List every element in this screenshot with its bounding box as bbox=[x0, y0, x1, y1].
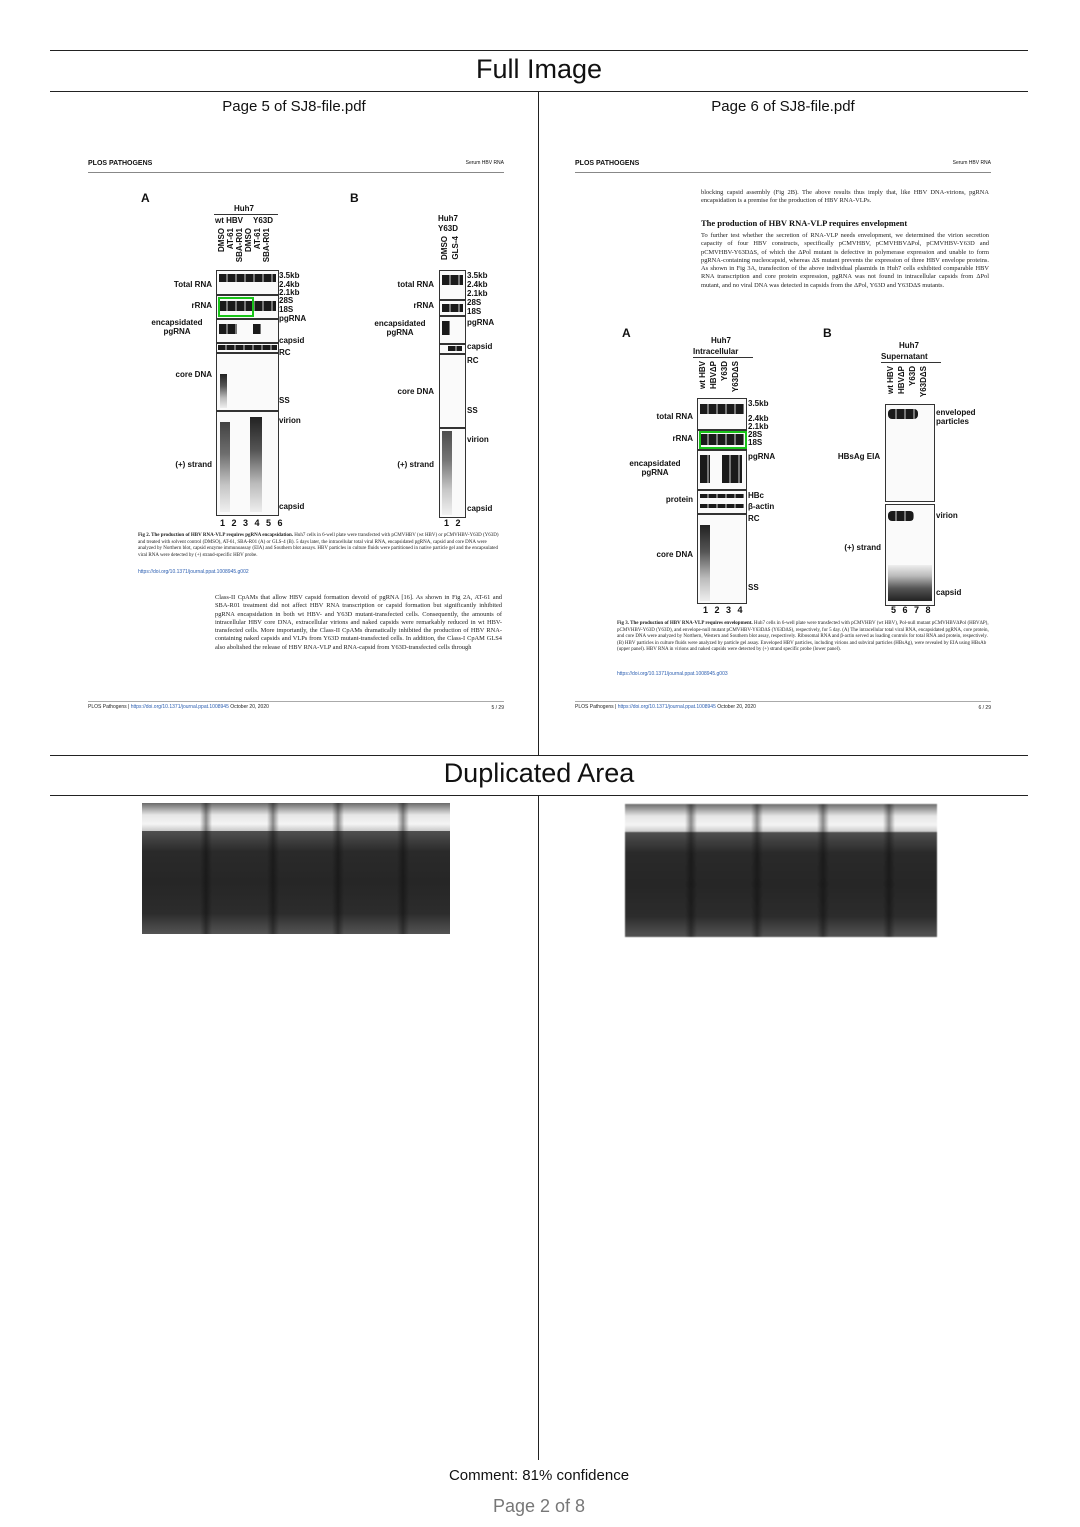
right-a-row-total-rna: total RNA bbox=[656, 412, 693, 421]
left-footer-page: 5 / 29 bbox=[491, 705, 504, 711]
left-a-lane-4: DMSO bbox=[244, 228, 253, 252]
left-caption-body: Huh7 cells in 6-well plate were transfected with pCMVHBV (wt HBV) or pCMVHBV-Y63D (Y63D) and treated with solvent control (DMSO), AT-61, SBA-R01 (A) or GLS-4 (B). 5 days later, the intracellular total viral RNA, encapsidated pgRNA, capsid and core DNA were analyzed by Northern blot, capsid enzyme immunoassay (EIA) and Southern blot assays. HBV particles in culture fluids were partitioned in native particle gel and the encapsulated viral RNA were detected by (+) strand-specific HBV probe. bbox=[138, 533, 499, 558]
left-a-lane-6: SBA-R01 bbox=[262, 228, 271, 263]
right-a-protein-blot bbox=[697, 490, 747, 514]
right-green-highlight bbox=[699, 431, 747, 449]
left-b-capsid-blot bbox=[439, 344, 466, 354]
right-a-row-pgrna: encapsidated pgRNA bbox=[629, 459, 681, 477]
page-indicator: Page 2 of 8 bbox=[492, 1496, 586, 1516]
right-a-2-4kb: 2.4kb bbox=[748, 414, 769, 423]
right-a-pgrna-label: pgRNA bbox=[748, 452, 776, 461]
left-b-pgrna-blot bbox=[439, 316, 466, 344]
left-a-core-dna-blot bbox=[216, 353, 279, 411]
right-footer-link[interactable]: https://doi.org/10.1371/journal.ppat.1008945 bbox=[617, 704, 716, 710]
right-a-ss-label: SS bbox=[748, 583, 759, 592]
left-a-lane-2: AT-61 bbox=[226, 228, 235, 250]
left-a-lane-5: AT-61 bbox=[253, 228, 262, 250]
left-b-rrna-blot bbox=[439, 300, 466, 316]
right-caption-title: Fig 3. The production of HBV RNA-VLP requires envelopment. bbox=[617, 621, 753, 626]
left-b-group: Huh7 bbox=[438, 214, 458, 223]
right-subhead: The production of HBV RNA-VLP requires envelopment bbox=[701, 218, 908, 228]
right-page-footer bbox=[575, 701, 991, 714]
right-figure-doi[interactable]: https://doi.org/10.1371/journal.ppat.1008945.g003 bbox=[617, 671, 728, 677]
right-a-group: Huh7 bbox=[711, 336, 731, 345]
left-b-18s: 18S bbox=[467, 307, 482, 316]
right-running-title: Serum HBV RNA bbox=[952, 160, 991, 166]
right-b-lane-numbers: 5 6 7 8 bbox=[891, 605, 933, 615]
left-b-lane-1: DMSO bbox=[440, 236, 449, 260]
left-a-row-pgrna: encapsidated pgRNA bbox=[151, 318, 203, 336]
left-a-capsid2-label: capsid bbox=[279, 502, 305, 511]
left-fig-a-letter: A bbox=[141, 191, 150, 205]
right-a-row-protein: protein bbox=[665, 495, 693, 504]
duplicated-area-title: Duplicated Area bbox=[443, 758, 635, 788]
right-a-total-rna-blot bbox=[697, 398, 747, 430]
left-b-ss-label: SS bbox=[467, 406, 478, 415]
left-footer-journal: PLOS Pathogens | bbox=[88, 704, 130, 710]
left-a-capsid-blot bbox=[216, 343, 279, 353]
left-a-group: Huh7 bbox=[234, 204, 254, 213]
right-b-lane-3: Y63D bbox=[908, 366, 917, 387]
right-intro-text: blocking capsid assembly (Fig 2B). The above results thus imply that, like HBV DNA-virions, pgRNA encapsidation is a premise for the production of HBV RNA-VLPs. bbox=[701, 189, 989, 205]
right-caption-body: Huh7 cells in 6-well plate were transfected with pCMVHBV (wt HBV), Pol-null mutant pCMVHBVΔPol (HBVΔP), pCMVHBV-Y63D (Y63D), and envelope-null mutant pCMVHBV-Y63DΔS (Y63DΔS), respectively, for 5 day. (A) The intracellular total viral RNA, encapsidated pgRNA, core protein, and core DNA were analyzed by Northern, Western and Southern blot assay, respectively. Ribosomal RNA and β-actin served as loading controls for total RNA and protein, respectively. (B) HBV particles in culture fluids were analyzed by particle gel assay. Enveloped HBV particles, including virions and subviral particles (HBsAg), were revealed by EIA using HBsAb (upper panel). HBV RNA in virions and naked capsids were detected by (+) strand specific probe (lower panel). bbox=[617, 621, 989, 652]
left-b-row-total-rna: total RNA bbox=[397, 280, 434, 289]
left-duplicated-crop bbox=[142, 803, 450, 934]
top-rule bbox=[50, 50, 1028, 51]
left-b-lane-numbers: 1 2 bbox=[444, 518, 463, 528]
left-b-rc-label: RC bbox=[467, 356, 479, 365]
left-a-3-5kb: 3.5kb bbox=[279, 271, 300, 280]
left-a-pgrna-blot bbox=[216, 319, 279, 343]
mid-rule bbox=[50, 755, 1028, 756]
left-a-sub2: Y63D bbox=[253, 216, 274, 225]
left-a-capsid-label: capsid bbox=[279, 336, 305, 345]
right-body-text: To further test whether the secretion of RNA-VLP needs envelopment, we determined the virion secretion capacity of four HBV constructs, specifically pCMVHBV, pCMVHBVΔPol, pCMVHBV-Y63D and pCMVHBV-Y63DΔS, of which the ΔPol mutant is defective in polymerase expression and unable to form pgRNA-containing nucleocapsid, whereas ΔS mutant prevents the expression of three HBV envelope proteins. As shown in Fig 3A, transfection of the above individual plasmids in Huh7 cells exhibited comparable HBV RNA transcription and core protein expression, pgRNA was not found in intracellular capsids from ΔPol mutant, and no viral DNA was detected in capsids from the ΔPol, Y63D and Y63DΔS mutants. bbox=[701, 232, 989, 289]
right-a-actin-label: β-actin bbox=[748, 502, 775, 511]
right-a-row-rrna: rRNA bbox=[672, 434, 693, 443]
right-a-3-5kb: 3.5kb bbox=[748, 399, 769, 408]
right-figure-caption bbox=[617, 621, 989, 654]
left-b-2-1kb: 2.1kb bbox=[467, 289, 488, 298]
full-image-title: Full Image bbox=[475, 54, 603, 84]
left-a-28s: 28S bbox=[279, 296, 294, 305]
left-a-lane-numbers: 1 2 3 4 5 6 bbox=[220, 518, 285, 528]
left-b-core-dna-blot bbox=[439, 354, 466, 428]
right-b-plus-strand-blot bbox=[885, 504, 935, 606]
right-a-row-core-dna: core DNA bbox=[656, 550, 693, 559]
left-b-capsid2-label: capsid bbox=[467, 504, 493, 513]
right-a-lane-4: Y63DΔS bbox=[731, 361, 740, 393]
left-a-pgrna-label: pgRNA bbox=[279, 314, 307, 323]
left-b-row-plus-strand: (+) strand bbox=[397, 460, 434, 469]
left-b-capsid-label: capsid bbox=[467, 342, 493, 351]
left-a-lane-3: SBA-R01 bbox=[235, 228, 244, 263]
left-page-header bbox=[88, 158, 504, 173]
right-b-lane-1: wt HBV bbox=[886, 366, 895, 394]
left-figure-doi[interactable]: https://doi.org/10.1371/journal.ppat.1008945.g002 bbox=[138, 569, 249, 575]
left-b-lane-2: GLS-4 bbox=[451, 236, 460, 260]
right-a-rc-label: RC bbox=[748, 514, 760, 523]
right-b-lane-2: HBVΔP bbox=[897, 366, 906, 394]
left-a-lane-1: DMSO bbox=[217, 228, 226, 252]
left-b-sub: Y63D bbox=[438, 224, 459, 233]
right-fig-b-letter: B bbox=[823, 326, 832, 340]
right-a-core-dna-blot bbox=[697, 514, 747, 604]
left-footer-link[interactable]: https://doi.org/10.1371/journal.ppat.1008945 bbox=[130, 704, 229, 710]
right-a-18s: 18S bbox=[748, 438, 763, 447]
right-footer-journal: PLOS Pathogens | bbox=[575, 704, 617, 710]
dup-divider bbox=[538, 795, 539, 1460]
left-a-total-rna-blot bbox=[216, 270, 279, 295]
left-b-pgrna-label: pgRNA bbox=[467, 318, 495, 327]
left-pdf-page bbox=[88, 158, 504, 714]
left-green-highlight bbox=[218, 297, 254, 317]
right-b-row-hbsag: HBsAg EIA bbox=[837, 452, 881, 461]
left-b-plus-strand-blot bbox=[439, 428, 466, 518]
right-b-capsid-label: capsid bbox=[936, 588, 962, 597]
right-a-pgrna-blot bbox=[697, 450, 747, 490]
right-b-sub-line bbox=[881, 362, 941, 363]
left-figure-caption bbox=[138, 533, 504, 559]
right-b-row-plus-strand: (+) strand bbox=[844, 543, 881, 552]
left-footer-date: October 20, 2020 bbox=[230, 704, 269, 710]
left-page-label: Page 5 of SJ8-file.pdf bbox=[222, 98, 366, 115]
right-a-2-1kb: 2.1kb bbox=[748, 422, 769, 431]
left-a-ss-label: SS bbox=[279, 396, 290, 405]
dup-rule bbox=[50, 795, 1028, 796]
left-a-row-core-dna: core DNA bbox=[175, 370, 212, 379]
left-page-footer bbox=[88, 701, 504, 714]
left-b-28s: 28S bbox=[467, 298, 482, 307]
left-caption-title: Fig 2. The production of HBV RNA-VLP requires pgRNA encapsidation. bbox=[138, 533, 293, 538]
left-a-row-rrna: rRNA bbox=[191, 301, 212, 310]
left-b-row-core-dna: core DNA bbox=[397, 387, 434, 396]
right-b-enveloped-label: enveloped particles bbox=[936, 408, 976, 426]
right-a-28s: 28S bbox=[748, 430, 763, 439]
left-body-text: Class-II CpAMs that allow HBV capsid formation devoid of pgRNA [16]. As shown in Fig 2A, AT-61 and SBA-R01 treatment did not affect HBV RNA transcription or capsid formation but significantly inhibited pgRNA encapsidation in both wt HBV- and Y63D mutant-transfected cells. Consequently, the amounts of intracellular HBV core DNA, extracellular virions and naked capsids were remarkably reduced in wt HBV-transfected cells. More importantly, the Class-II CpAMs dramatically inhibited the production of HBV RNA-containing naked capsids and VLPs from Y63D mutant-transfected cells. In addition, the Class-I CpAM GLS4 also abolished the release of HBV RNA-VLP and RNA-capsid from Y63D-transfected cells through bbox=[215, 594, 502, 651]
right-footer-date: October 20, 2020 bbox=[717, 704, 756, 710]
right-a-sub: Intracellular bbox=[693, 347, 739, 356]
right-a-hbc-label: HBc bbox=[748, 491, 765, 500]
right-a-lane-1: wt HBV bbox=[698, 361, 707, 389]
left-b-virion-label: virion bbox=[467, 435, 489, 444]
left-b-2-4kb: 2.4kb bbox=[467, 280, 488, 289]
left-a-row-total-rna: Total RNA bbox=[173, 280, 212, 289]
left-running-title: Serum HBV RNA bbox=[465, 160, 504, 166]
right-journal-name: PLOS PATHOGENS bbox=[575, 160, 640, 167]
right-duplicated-crop bbox=[625, 804, 937, 937]
left-a-rc-label: RC bbox=[279, 348, 291, 357]
right-a-lane-numbers: 1 2 3 4 bbox=[703, 605, 745, 615]
right-footer-page: 6 / 29 bbox=[978, 705, 991, 711]
left-fig-b-letter: B bbox=[350, 191, 359, 205]
right-a-lane-3: Y63D bbox=[720, 361, 729, 382]
left-b-total-rna-blot bbox=[439, 270, 466, 300]
right-page-label: Page 6 of SJ8-file.pdf bbox=[711, 98, 855, 115]
right-fig-a-letter: A bbox=[622, 326, 631, 340]
header-rule bbox=[50, 91, 1028, 92]
right-b-hbsag-blot bbox=[885, 404, 935, 502]
right-b-virion-label: virion bbox=[936, 511, 958, 520]
right-a-sub-line bbox=[693, 357, 753, 358]
right-a-lane-2: HBVΔP bbox=[709, 361, 718, 389]
left-a-virion-label: virion bbox=[279, 416, 301, 425]
left-b-3-5kb: 3.5kb bbox=[467, 271, 488, 280]
right-b-group: Huh7 bbox=[899, 341, 919, 350]
left-a-2-4kb: 2.4kb bbox=[279, 280, 300, 289]
left-b-row-pgrna: encapsidated pgRNA bbox=[374, 319, 426, 337]
right-b-lane-4: Y63DΔS bbox=[919, 366, 928, 398]
left-a-sub1: wt HBV bbox=[215, 216, 243, 225]
left-journal-name: PLOS PATHOGENS bbox=[88, 160, 153, 167]
right-pdf-page bbox=[575, 158, 991, 714]
left-a-plus-strand-blot bbox=[216, 411, 279, 516]
right-b-sub: Supernatant bbox=[881, 352, 928, 361]
panel-divider bbox=[538, 91, 539, 755]
left-a-row-plus-strand: (+) strand bbox=[175, 460, 212, 469]
left-a-18s: 18S bbox=[279, 305, 294, 314]
right-page-header bbox=[575, 158, 991, 173]
confidence-comment: Comment: 81% confidence bbox=[448, 1467, 630, 1484]
left-a-group-line bbox=[214, 214, 278, 215]
left-b-row-rrna: rRNA bbox=[413, 301, 434, 310]
left-a-2-1kb: 2.1kb bbox=[279, 288, 300, 297]
